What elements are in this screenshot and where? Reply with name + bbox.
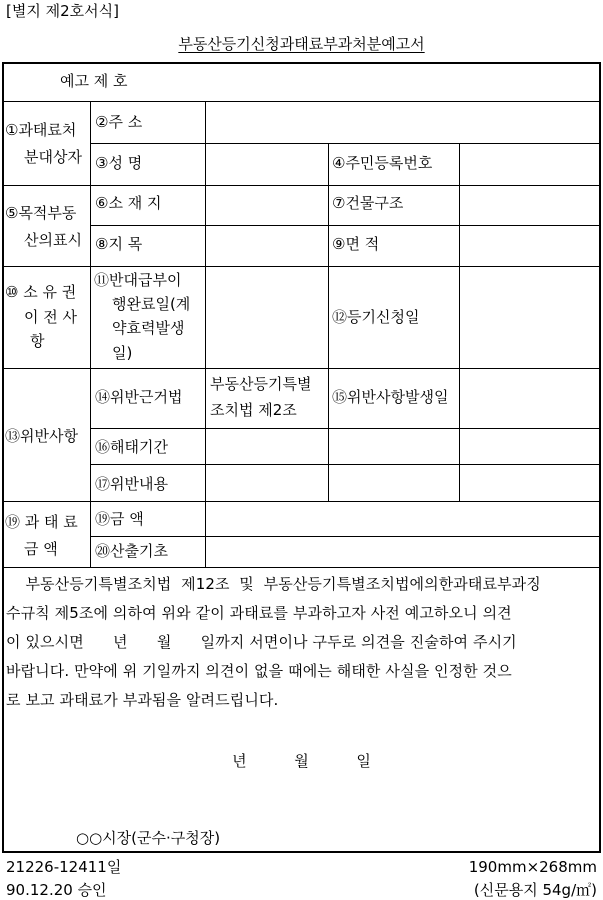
notice-line: 수규칙 제5조에 의하여 위와 같이 과태료를 부과하고자 사전 예고하오니 의견 — [6, 604, 512, 622]
row-divider — [91, 428, 601, 429]
row-divider — [2, 266, 601, 267]
col-divider — [328, 143, 329, 501]
col-divider — [205, 101, 206, 567]
violation-date-label: ⑮위반사항발생일 — [332, 388, 449, 406]
form-title: 부동산등기신청과태료부과처분예고서 — [178, 35, 425, 53]
section-header-target: 분대상자 — [24, 148, 82, 166]
section-header-violation: ⑬위반사항 — [5, 427, 78, 445]
row-divider — [2, 185, 601, 186]
notice-line: 바랍니다. 만약에 위 기일까지 의견이 없을 때에는 해태한 사실을 인정한 것으 — [6, 662, 512, 680]
completion-date-label: ⑪반대급부이 — [94, 271, 182, 289]
registration-date-label: ⑫등기신청일 — [332, 308, 420, 326]
structure-label: ⑦건물구조 — [332, 194, 404, 212]
row-divider — [91, 143, 601, 144]
form-frame — [2, 62, 601, 853]
land-category-label: ⑧지 목 — [95, 235, 143, 253]
section-header-transfer: 이 전 사 — [24, 308, 78, 326]
rrn-label: ④주민등록번호 — [332, 154, 433, 172]
completion-date-label: 약효력발생 — [112, 319, 185, 337]
paper-size: 190mm×268mm — [468, 858, 597, 876]
section-header-fine: ⑲ 과 태 료 — [5, 513, 78, 531]
notice-number-label: 예고 제 호 — [60, 72, 128, 90]
calculation-basis-label: ⑳산출기초 — [95, 542, 168, 560]
violation-law-label: ⑭위반근거법 — [95, 388, 183, 406]
notice-paragraph — [6, 570, 598, 715]
notice-line: 이 있으시면 년 월 일까지 서면이나 구두로 의견을 진술하여 주시기 — [6, 633, 517, 651]
violation-details-label: ⑰위반내용 — [95, 475, 168, 493]
completion-date-label: 행완료일(계 — [112, 295, 191, 313]
date-line: 년 월 일 — [232, 752, 371, 770]
section-header-target: ①과태료처 — [5, 121, 77, 139]
row-divider — [2, 567, 601, 568]
col-divider — [90, 101, 91, 567]
approval-date: 90.12.20 승인 — [6, 881, 107, 899]
section-header-transfer: 항 — [30, 332, 45, 350]
section-header-property: 산의표시 — [24, 231, 82, 249]
location-label: ⑥소 재 지 — [95, 194, 162, 212]
row-divider — [91, 464, 601, 465]
section-header-fine: 금 액 — [24, 540, 58, 558]
form-label: [별지 제2호서식] — [6, 2, 119, 20]
row-divider — [2, 368, 601, 369]
violation-law-value: 조치법 제2조 — [210, 401, 297, 419]
form-number: 21226-12411일 — [6, 858, 122, 876]
issuer-label: ○○시장(군수·구청장) — [76, 829, 221, 847]
address-label: ②주 소 — [95, 113, 143, 131]
section-header-property: ⑤목적부동 — [5, 204, 77, 222]
row-divider — [2, 101, 601, 102]
section-header-transfer: ⑩ 소 유 권 — [5, 283, 77, 301]
col-divider — [459, 143, 460, 501]
row-divider — [2, 501, 601, 502]
violation-law-value: 부동산등기특별 — [210, 375, 312, 393]
name-label: ③성 명 — [95, 154, 143, 172]
row-divider — [91, 536, 601, 537]
paper-type: (신문용지 54g/㎡) — [473, 881, 597, 899]
completion-date-label: 일) — [112, 344, 133, 362]
notice-line: 부동산등기특별조치법 제12조 및 부동산등기특별조치법에의한과태료부과징 — [6, 575, 541, 593]
fine-amount-label: ⑲금 액 — [95, 510, 144, 528]
applicable-period-label: ⑯해태기간 — [95, 438, 168, 456]
notice-line: 로 보고 과태료가 부과됨을 알려드립니다. — [6, 691, 279, 709]
area-label: ⑨면 적 — [332, 235, 380, 253]
row-divider — [91, 225, 601, 226]
